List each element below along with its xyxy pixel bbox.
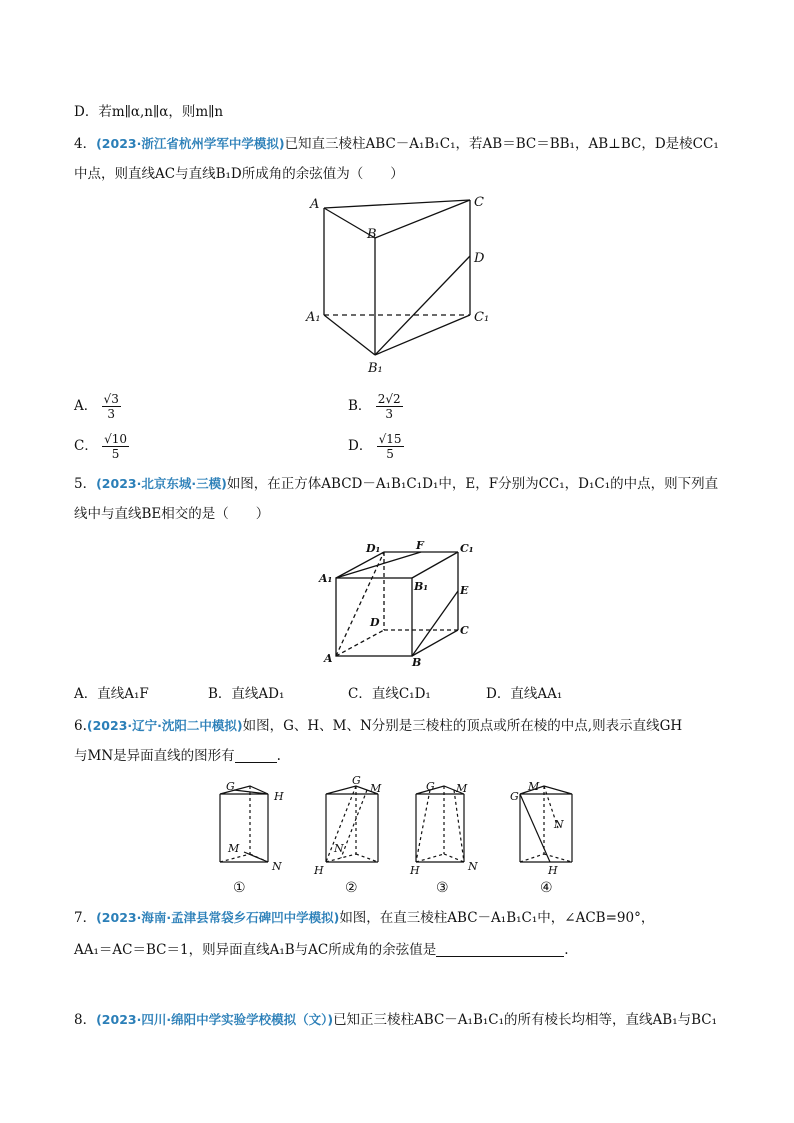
q7-line1 [74,908,654,928]
q4-option-d[interactable]: D． $\frac{√15}{5}$ [348,432,402,461]
svg-text:H: H [410,864,420,877]
svg-text:N: N [334,842,344,855]
q4-source: (2023·浙江省杭州学军中学模拟) [96,136,285,151]
q6-number: 6. [74,718,87,734]
svg-text:N: N [468,860,478,873]
q7-source: (2023·海南·孟津县常袋乡石碑凹中学模拟) [96,910,340,925]
q5-label-a1: A₁ [319,572,333,585]
q4-line2: 中点，则直线AC与直线B₁D所成角的余弦值为（ ） [74,166,404,182]
q5-line2: 线中与直线BE相交的是（ ） [74,506,270,522]
svg-text:H: H [314,864,324,877]
svg-text:M: M [456,782,468,795]
q7-text1: 如图，在直三棱柱ABC－A₁B₁C₁中，∠ACB=90°， [339,910,655,926]
q5-option-c[interactable]: C．直线C₁D₁ [348,686,431,702]
q4-prism-figure [300,190,500,380]
svg-text:H: H [274,790,284,803]
svg-text:M: M [370,782,382,795]
q4-number: 4． [74,136,97,152]
svg-text:M: M [228,842,240,855]
q6-source: (2023·辽宁·沈阳二中模拟) [86,718,243,733]
q5-number: 5． [74,476,97,492]
q4-label-c1: C₁ [474,310,490,325]
q5-source: (2023·北京东城·三模) [96,476,227,491]
q6-figure-3-label: ③ [436,880,449,896]
q6-line2: 与MN是异面直线的图形有 . [74,748,281,764]
q4-text1: 已知直三棱柱ABC－A₁B₁C₁，若AB＝BC＝BB₁，AB⊥BC，D是棱CC₁ [284,136,719,152]
svg-text:G: G [226,780,235,793]
q4-label-a: A [310,197,320,212]
q5-label-b: B [412,656,422,668]
q5-label-a: A [324,652,333,665]
svg-text:M: M [528,780,540,793]
q5-label-d1: D₁ [366,542,381,555]
svg-text:H: H [548,864,558,877]
q4-line1 [74,134,719,154]
q8-text1: 已知正三棱柱ABC－A₁B₁C₁的所有棱长均相等，直线AB₁与BC₁ [333,1012,718,1028]
q5-option-d[interactable]: D．直线AA₁ [486,686,563,702]
q8-line1 [74,1010,717,1030]
q4-label-a1: A₁ [306,310,321,325]
q6-figure-2-label: ② [345,880,358,896]
q5-line1 [74,474,718,494]
q3-option-d: D．若m∥α,n∥α，则m∥n [74,104,224,120]
q4-label-c: C [474,195,484,210]
q4-label-d: D [474,251,485,266]
q6-figure-1-label: ① [233,880,246,896]
q6-figures [210,772,590,882]
q6-answer-blank[interactable] [235,748,277,763]
q5-label-e: E [460,584,469,597]
q4-label-b1: B₁ [368,361,383,376]
q6-text1: 如图，G、H、M、N分别是三棱柱的顶点或所在棱的中点,则表示直线GH [242,718,683,734]
q4-option-a[interactable]: A． $\frac{√3}{3}$ [74,392,119,421]
svg-text:G: G [510,790,519,803]
svg-text:N: N [272,860,282,873]
svg-text:G: G [426,780,435,793]
svg-text:N: N [554,818,564,831]
q4-option-c[interactable]: C． $\frac{√10}{5}$ [74,432,128,461]
q5-cube-figure [316,538,486,668]
q8-source: (2023·四川·绵阳中学实验学校模拟（文）) [96,1012,334,1027]
q5-option-b[interactable]: B．直线AD₁ [208,686,285,702]
q7-answer-blank[interactable] [436,942,564,957]
q6-line1 [74,716,682,736]
q5-label-f: F [416,539,424,552]
q5-text1: 如图，在正方体ABCD－A₁B₁C₁D₁中，E，F分别为CC₁，D₁C₁的中点，则下列直 [226,476,719,492]
q4-label-b: B [367,227,377,242]
svg-text:G: G [352,774,361,787]
q7-number: 7． [74,910,97,926]
q5-label-b1: B₁ [414,580,429,593]
q5-label-c: C [460,624,469,637]
q5-option-a[interactable]: A．直线A₁F [74,686,149,702]
q7-line2: AA₁＝AC＝BC＝1，则异面直线A₁B与AC所成角的余弦值是 . [74,942,569,958]
q4-option-b[interactable]: B． $\frac{2√2}{3}$ [348,392,401,421]
q6-figure-4-label: ④ [540,880,553,896]
q5-label-c1: C₁ [460,542,474,555]
q5-label-d: D [370,616,380,629]
q8-number: 8． [74,1012,97,1028]
